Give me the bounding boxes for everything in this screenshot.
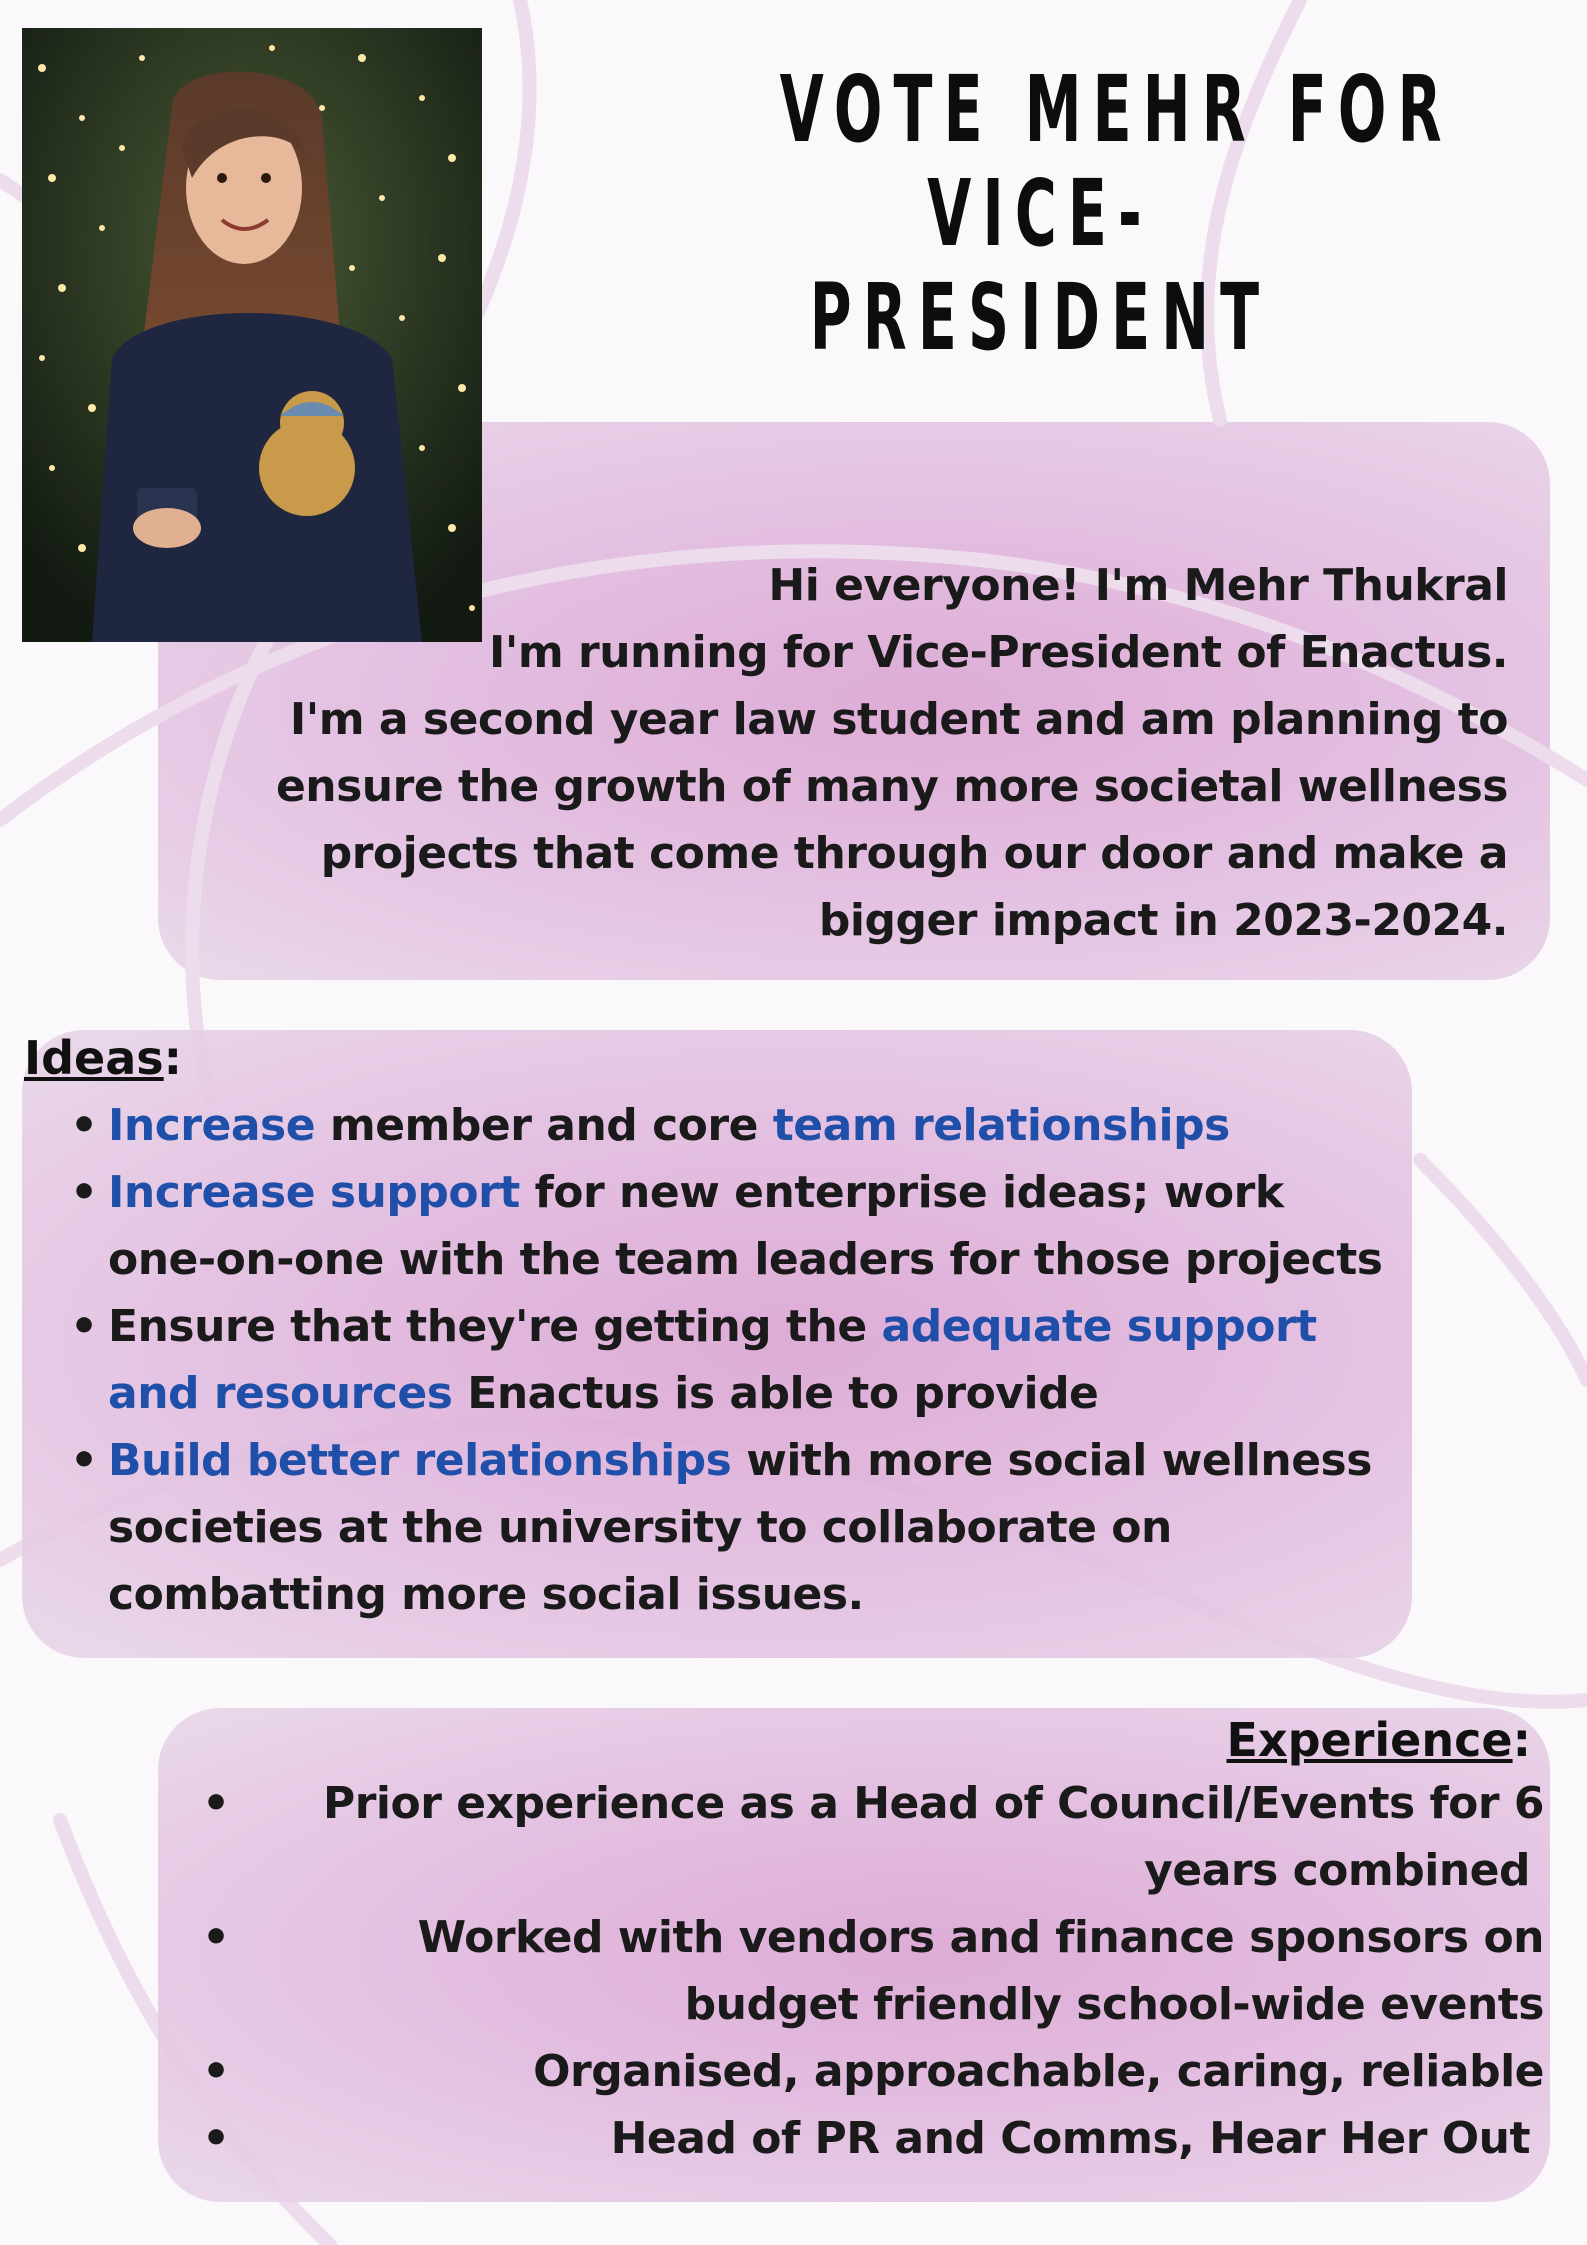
idea-item (66, 1159, 1406, 1293)
idea-highlight: Increase (108, 1100, 316, 1151)
bullet-icon: • (70, 1301, 98, 1352)
idea-item (66, 1427, 1406, 1628)
bullet-icon: • (202, 2046, 230, 2097)
title-line-2: VICE- (927, 160, 1153, 267)
idea-text: member and core (315, 1100, 773, 1151)
idea-item (66, 1293, 1406, 1427)
experience-heading (1227, 1708, 1532, 1772)
experience-heading-colon: : (1512, 1713, 1531, 1767)
ideas-heading-colon: : (163, 1031, 183, 1085)
idea-highlight: Build better relationships (108, 1435, 732, 1486)
experience-row: Worked with vendors and finance sponsors on (417, 1912, 1544, 1963)
idea-row (108, 1293, 1406, 1360)
idea-row: societies at the university to collaborate on (108, 1502, 1172, 1553)
bullet-icon: • (202, 2113, 230, 2164)
bullet-icon: • (70, 1100, 98, 1151)
experience-row: Head of PR and Comms, Hear Her Out (610, 2113, 1530, 2164)
idea-row (108, 1092, 1406, 1159)
idea-highlight: adequate support (881, 1301, 1317, 1352)
poster-title (779, 56, 1453, 371)
experience-item (196, 2105, 1544, 2172)
experience-list (196, 1770, 1544, 2172)
intro-line: I'm running for Vice-President of Enactus. (488, 627, 1508, 678)
intro-line: projects that come through our door and make a (320, 828, 1508, 879)
bullet-icon: • (70, 1167, 98, 1218)
bullet-icon: • (70, 1435, 98, 1486)
intro-text (158, 552, 1508, 954)
idea-row: one-on-one with the team leaders for those projects (108, 1234, 1383, 1285)
title-line-1: VOTE MEHR FOR (779, 56, 1453, 163)
ideas-list (66, 1092, 1406, 1628)
bullet-icon: • (202, 1778, 230, 1829)
idea-text: with more social wellness (731, 1435, 1372, 1486)
candidate-photo-illustration (22, 28, 482, 642)
experience-row: budget friendly school-wide events (684, 1979, 1544, 2030)
experience-row: Prior experience as a Head of Council/Events for 6 (322, 1778, 1544, 1829)
experience-item (196, 2038, 1544, 2105)
idea-row (108, 1159, 1406, 1226)
idea-text: Ensure that they're getting the (108, 1301, 882, 1352)
idea-highlight: Increase support (108, 1167, 520, 1218)
experience-item (196, 1770, 1544, 1904)
idea-item (66, 1092, 1406, 1159)
idea-highlight: and resources (108, 1368, 453, 1419)
bullet-icon: • (202, 1912, 230, 1963)
idea-row: combatting more social issues. (108, 1569, 864, 1620)
intro-line: ensure the growth of many more societal wellness (275, 761, 1508, 812)
experience-heading-text: Experience (1226, 1713, 1513, 1767)
intro-line: Hi everyone! I'm Mehr Thukral (768, 560, 1508, 611)
intro-line: bigger impact in 2023-2024. (818, 895, 1508, 946)
title-line-3: PRESIDENT (809, 264, 1271, 371)
experience-row: Organised, approachable, caring, reliable (533, 2046, 1544, 2097)
idea-row (108, 1360, 1406, 1427)
candidate-photo (22, 28, 482, 642)
intro-line: I'm a second year law student and am planning to (289, 694, 1508, 745)
experience-row: years combined (1144, 1845, 1530, 1896)
idea-row (108, 1427, 1406, 1494)
ideas-heading-text: Ideas (24, 1031, 164, 1085)
idea-text: Enactus is able to provide (452, 1368, 1099, 1419)
idea-text: for new enterprise ideas; work (519, 1167, 1284, 1218)
experience-item (196, 1904, 1544, 2038)
ideas-heading (24, 1026, 182, 1090)
idea-highlight: team relationships (772, 1100, 1230, 1151)
